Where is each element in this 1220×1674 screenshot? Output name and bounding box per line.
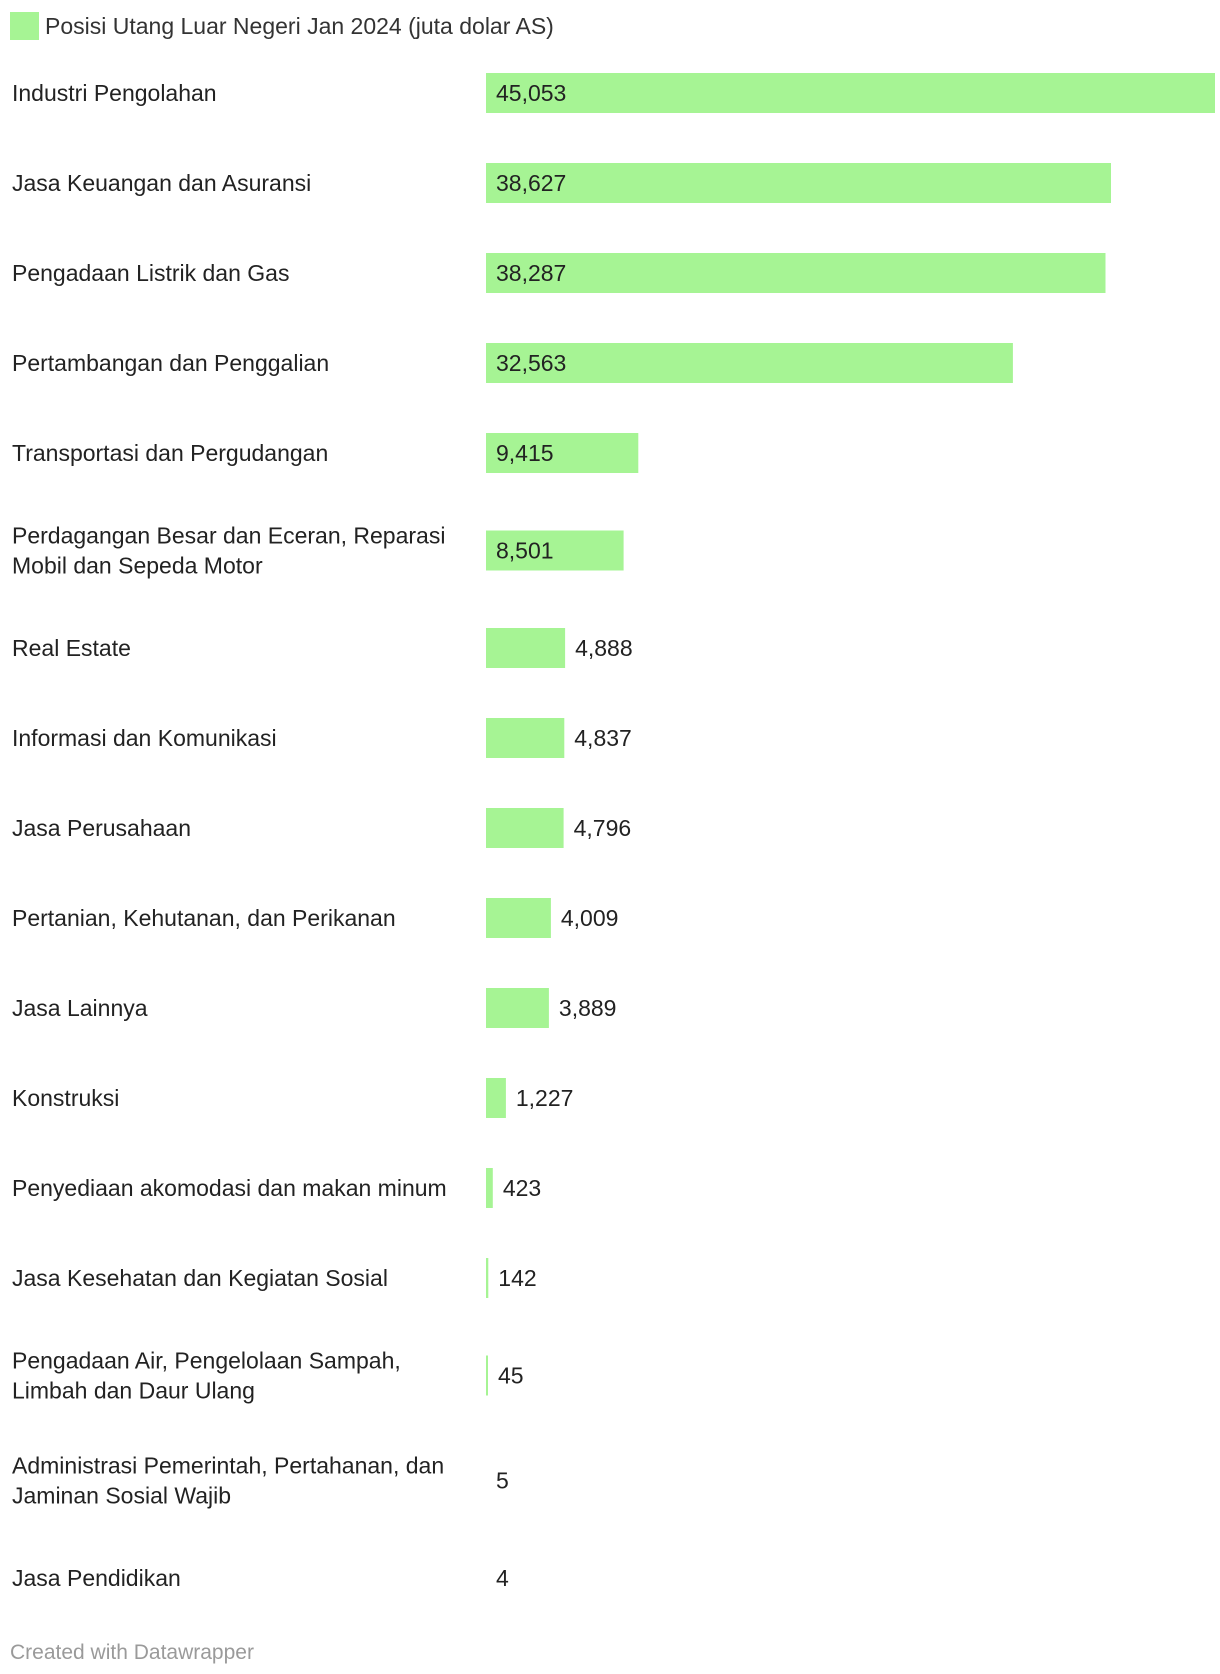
value-label: 4,796 (573, 815, 632, 841)
bar (486, 1356, 488, 1396)
bar (486, 73, 1215, 113)
category-label: Pertanian, Kehutanan, dan Perikanan (12, 905, 396, 931)
value-label: 1,227 (515, 1085, 574, 1111)
category-label: Pengadaan Listrik dan Gas (12, 260, 290, 286)
bar (486, 1078, 506, 1118)
category-label: Konstruksi (12, 1085, 120, 1111)
bar-row (12, 808, 631, 848)
bar-row (12, 1348, 524, 1404)
bar-row (12, 628, 633, 668)
category-label: Pengadaan Air, Pengelolaan Sampah, Limbah dan Daur Ulang (12, 1347, 401, 1404)
value-label: 32,563 (496, 350, 567, 376)
bar (486, 718, 564, 758)
bar-row (12, 1565, 509, 1591)
value-label: 4,888 (575, 635, 633, 661)
value-label: 45,053 (496, 80, 567, 106)
value-label: 8,501 (496, 537, 554, 564)
bar-row (12, 718, 632, 758)
footer-credit: Created with Datawrapper (10, 1641, 254, 1664)
value-label: 5 (496, 1467, 509, 1494)
bar (486, 628, 565, 668)
bar (486, 1168, 493, 1208)
category-label: Administrasi Pemerintah, Pertahanan, dan Jaminan Sosial Wajib (12, 1452, 445, 1509)
value-label: 38,287 (496, 260, 567, 286)
bar-row (12, 988, 616, 1028)
category-label: Jasa Lainnya (12, 995, 148, 1021)
legend-label: Posisi Utang Luar Negeri Jan 2024 (juta dolar AS) (45, 12, 554, 39)
value-label: 142 (498, 1265, 537, 1291)
category-label: Industri Pengolahan (12, 80, 217, 106)
category-label: Jasa Pendidikan (12, 1565, 181, 1591)
category-label: Jasa Perusahaan (12, 815, 192, 841)
category-label: Pertambangan dan Penggalian (12, 350, 330, 376)
bar (486, 808, 564, 848)
value-label: 9,415 (496, 440, 554, 466)
bar-row (12, 1258, 537, 1298)
value-label: 423 (502, 1175, 542, 1201)
bar-row (12, 253, 1106, 293)
category-label: Jasa Keuangan dan Asuransi (12, 170, 312, 196)
bar-row (12, 1453, 509, 1509)
bar-row (12, 433, 638, 473)
bar-row (12, 523, 624, 579)
bar-row (12, 1168, 541, 1208)
bar-row (12, 1078, 573, 1118)
category-label: Jasa Kesehatan dan Kegiatan Sosial (12, 1265, 388, 1291)
value-label: 45 (498, 1362, 524, 1389)
category-label: Transportasi dan Pergudangan (12, 440, 329, 466)
value-label: 4,009 (560, 905, 619, 931)
category-label: Informasi dan Komunikasi (12, 725, 277, 751)
category-label: Penyediaan akomodasi dan makan minum (12, 1175, 447, 1201)
value-label: 4 (496, 1565, 509, 1591)
value-label: 4,837 (574, 725, 632, 751)
bar-row (12, 73, 1215, 113)
bar-row (12, 343, 1013, 383)
bar-row (12, 163, 1111, 203)
value-label: 38,627 (496, 170, 567, 196)
bar (486, 1258, 488, 1298)
bar-row (12, 898, 618, 938)
category-label: Perdagangan Besar dan Eceran, Reparasi Mobil dan Sepeda Motor (12, 522, 446, 579)
bar (486, 253, 1106, 293)
bar (486, 988, 549, 1028)
bar (486, 898, 551, 938)
category-label: Real Estate (12, 635, 131, 661)
bar (486, 163, 1111, 203)
value-label: 3,889 (558, 995, 617, 1021)
